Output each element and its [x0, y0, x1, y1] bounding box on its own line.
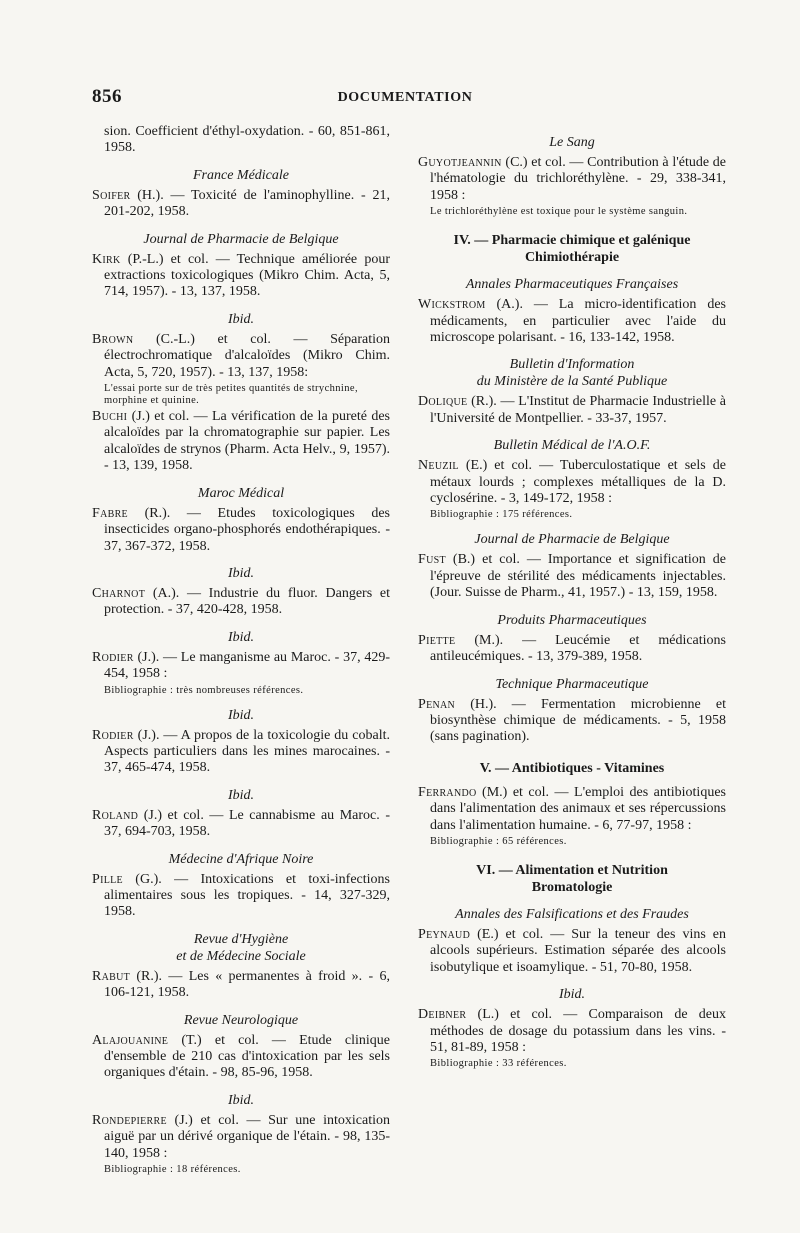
author-name: Rodier	[92, 649, 134, 665]
reference-entry	[418, 1007, 726, 1056]
continued-text: sion. Coefficient d'éthyl-oxydation. - 60, 851-861, 1958.	[104, 124, 390, 156]
author-name: Piette	[418, 632, 456, 648]
journal-source: Produits Pharmaceutiques	[497, 612, 647, 628]
reference-text: (A.). — La micro-identification des médicaments, en particulier avec l'aide du microscope polarisant. - 16, 133-142, 1958.	[430, 297, 726, 346]
reference-entry	[418, 394, 726, 427]
author-name: Ferrando	[418, 784, 477, 800]
reference-note: Bibliographie : 18 références.	[104, 1164, 241, 1176]
reference-text: (J.) et col. — La vérification de la pureté des alcaloïdes par la chromatographie sur papier. Les alcaloïdes de strynos (Pharm. Acta Helv., 9, 1957). - 13, 139, 1958.	[104, 409, 390, 474]
reference-entry	[92, 969, 390, 1002]
running-title: DOCUMENTATION	[337, 90, 473, 105]
author-name: Guyotjeannin	[418, 155, 502, 170]
section-heading-vi: VI. — Alimentation et Nutrition Bromatologie	[476, 862, 668, 895]
section-heading-v: V. — Antibiotiques - Vitamines	[479, 760, 665, 776]
author-name: Deibner	[418, 1007, 467, 1023]
reference-text: (R.). — L'Institut de Pharmacie Industrielle à l'Université de Montpellier. - 33-37, 1957.	[430, 394, 726, 426]
reference-entry	[92, 409, 390, 475]
reference-text: (E.) et col. — Tuberculostatique et sels de métaux lourds ; complexes métalliques de la D. cyclosérine. - 3, 149-172, 1958 :	[430, 458, 726, 507]
right-column	[418, 124, 726, 1072]
left-entries	[92, 167, 390, 1176]
reference-note: Bibliographie : 65 références.	[430, 835, 567, 847]
author-name: Alajouanine	[92, 1032, 169, 1048]
reference-entry	[92, 506, 390, 555]
reference-entry	[92, 1033, 390, 1082]
author-name: Charnot	[92, 585, 146, 601]
right-entries-c	[418, 785, 726, 848]
reference-text: (G.). — Intoxications et toxi-infections alimentaires sous les tropiques. - 14, 327-329, 1958.	[104, 871, 390, 920]
reference-entry	[418, 458, 726, 507]
author-name: Rondepierre	[92, 1112, 167, 1128]
journal-source: Annales Pharmaceutiques Françaises	[465, 277, 679, 293]
reference-text: (A.). — Industrie du fluor. Dangers et protection. - 37, 420-428, 1958.	[104, 585, 390, 618]
reference-text: (H.). — Fermentation microbienne et biosynthèse chimique de médicaments. - 5, 1958 (sans pagination).	[430, 696, 726, 745]
journal-source: Revue d'Hygiène et de Médecine Sociale	[176, 931, 306, 964]
reference-text: (P.-L.) et col. — Technique améliorée pour extractions toxicologiques (Mikro Chim. Acta, 5, 714, 1957). - 13, 137, 1958.	[104, 251, 390, 300]
reference-note: Bibliographie : très nombreuses références.	[104, 684, 304, 696]
reference-entry	[418, 785, 726, 834]
right-entries-b	[418, 276, 726, 746]
page-header	[0, 86, 800, 116]
reference-entry	[418, 927, 726, 976]
author-name: Buchi	[92, 409, 128, 425]
reference-entry	[92, 188, 390, 221]
journal-source: Médecine d'Afrique Noire	[168, 851, 314, 867]
reference-text: (H.). — Toxicité de l'aminophylline. - 21, 201-202, 1958.	[104, 187, 390, 220]
reference-entry	[418, 552, 726, 601]
right-entries-d	[418, 906, 726, 1070]
reference-note: Le trichloréthylène est toxique pour le système sanguin.	[430, 206, 688, 218]
reference-entry	[418, 155, 726, 204]
journal-source: Ibid.	[558, 987, 586, 1003]
author-name: Fabre	[92, 505, 128, 521]
reference-text: (T.) et col. — Etude clinique d'ensemble de 210 cas d'intoxication par les sels organiques d'étain. - 98, 85-96, 1958.	[104, 1032, 390, 1081]
reference-text: (M.). — Leucémie et médications antileucémiques. - 13, 379-389, 1958.	[430, 632, 726, 665]
right-entries-a	[418, 134, 726, 218]
reference-text: (M.) et col. — L'emploi des antibiotiques dans l'alimentation des animaux et ses répercussions dans l'alimentation humaine. - 6, 77-97, 1958 :	[430, 784, 726, 833]
journal-source: Bulletin d'Information du Ministère de la Santé Publique	[476, 357, 668, 390]
left-column	[92, 124, 390, 1178]
reference-text: (B.) et col. — Importance et signification de l'épreuve de stérilité des médicaments injectables. (Jour. Suisse de Pharm., 41, 1957.) - 13, 159, 1958.	[430, 552, 726, 601]
reference-entry	[418, 633, 726, 666]
journal-source: France Médicale	[192, 167, 289, 183]
reference-text: (L.) et col. — Comparaison de deux méthodes de dosage du potassium dans les vins. - 51, 81-89, 1958 :	[430, 1007, 726, 1055]
journal-source: Journal de Pharmacie de Belgique	[143, 231, 339, 247]
reference-note: L'essai porte sur de très petites quantités de strychnine, morphine et quinine.	[104, 383, 358, 407]
journal-source: Journal de Pharmacie de Belgique	[474, 532, 670, 548]
journal-source: Ibid.	[227, 311, 255, 327]
author-name: Roland	[92, 807, 139, 823]
reference-entry	[92, 252, 390, 301]
reference-entry	[92, 728, 390, 777]
section-heading-iv: IV. — Pharmacie chimique et galénique Chimiothérapie	[453, 233, 691, 266]
author-name: Wickstrom	[418, 297, 486, 313]
reference-entry	[92, 650, 390, 683]
author-name: Fust	[418, 552, 446, 568]
page-number: 856	[92, 86, 122, 107]
author-name: Rodier	[92, 727, 134, 743]
author-name: Pille	[92, 871, 123, 887]
journal-source: Bulletin Médical de l'A.O.F.	[493, 438, 651, 454]
reference-entry	[92, 1113, 390, 1162]
author-name: Rabut	[92, 968, 131, 984]
journal-source: Technique Pharmaceutique	[495, 676, 649, 692]
reference-text: (J.). — A propos de la toxicologie du cobalt. Aspects particuliers dans les mines marocaines. - 37, 465-474, 1958.	[104, 727, 390, 776]
reference-note: Bibliographie : 175 références.	[430, 509, 573, 521]
journal-source: Annales des Falsifications et des Fraudes	[455, 906, 689, 922]
author-name: Penan	[418, 696, 456, 712]
journal-source: Ibid.	[227, 787, 255, 803]
journal-source: Revue Neurologique	[183, 1012, 299, 1028]
reference-entry	[418, 297, 726, 346]
reference-entry	[92, 808, 390, 841]
journal-source: Ibid.	[227, 707, 255, 723]
author-name: Neuzil	[418, 458, 459, 474]
author-name: Brown	[92, 331, 134, 347]
journal-source: Ibid.	[227, 565, 255, 581]
reference-entry	[92, 332, 390, 381]
author-name: Kirk	[92, 251, 121, 267]
journal-source: Ibid.	[227, 629, 255, 645]
reference-entry	[418, 697, 726, 746]
journal-source: Le Sang	[549, 135, 595, 150]
reference-text: (J.) et col. — Le cannabisme au Maroc. - 37, 694-703, 1958.	[104, 807, 390, 840]
reference-note: Bibliographie : 33 références.	[430, 1058, 567, 1070]
author-name: Soifer	[92, 187, 131, 203]
reference-entry	[92, 586, 390, 619]
reference-text: (J.) et col. — Sur une intoxication aiguë par un dérivé organique de l'étain. - 98, 135-140, 1958 :	[104, 1112, 390, 1161]
reference-text: (E.) et col. — Sur la teneur des vins en alcools supérieurs. Estimation séparée des alcools isobutylique et isoamylique. - 51, 70-80, 1958.	[430, 926, 726, 975]
reference-entry	[92, 872, 390, 921]
reference-text: (C.) et col. — Contribution à l'étude de l'hématologie du trichloréthylène. - 29, 338-341, 1958 :	[430, 155, 726, 203]
journal-source: Maroc Médical	[197, 485, 285, 501]
reference-text: (C.-L.) et col. — Séparation électrochromatique d'alcaloïdes (Mikro Chim. Acta, 5, 720, 1957). - 13, 137, 1958:	[104, 331, 390, 380]
journal-source: Ibid.	[227, 1092, 255, 1108]
reference-text: (R.). — Les « permanentes à froid ». - 6, 106-121, 1958.	[104, 968, 390, 1001]
author-name: Peynaud	[418, 926, 471, 942]
reference-text: (J.). — Le manganisme au Maroc. - 37, 429-454, 1958 :	[104, 649, 390, 682]
reference-text: (R.). — Etudes toxicologiques des insecticides organo-phosphorés endothérapiques. - 37, 367-372, 1958.	[104, 505, 390, 554]
author-name: Dolique	[418, 394, 468, 410]
